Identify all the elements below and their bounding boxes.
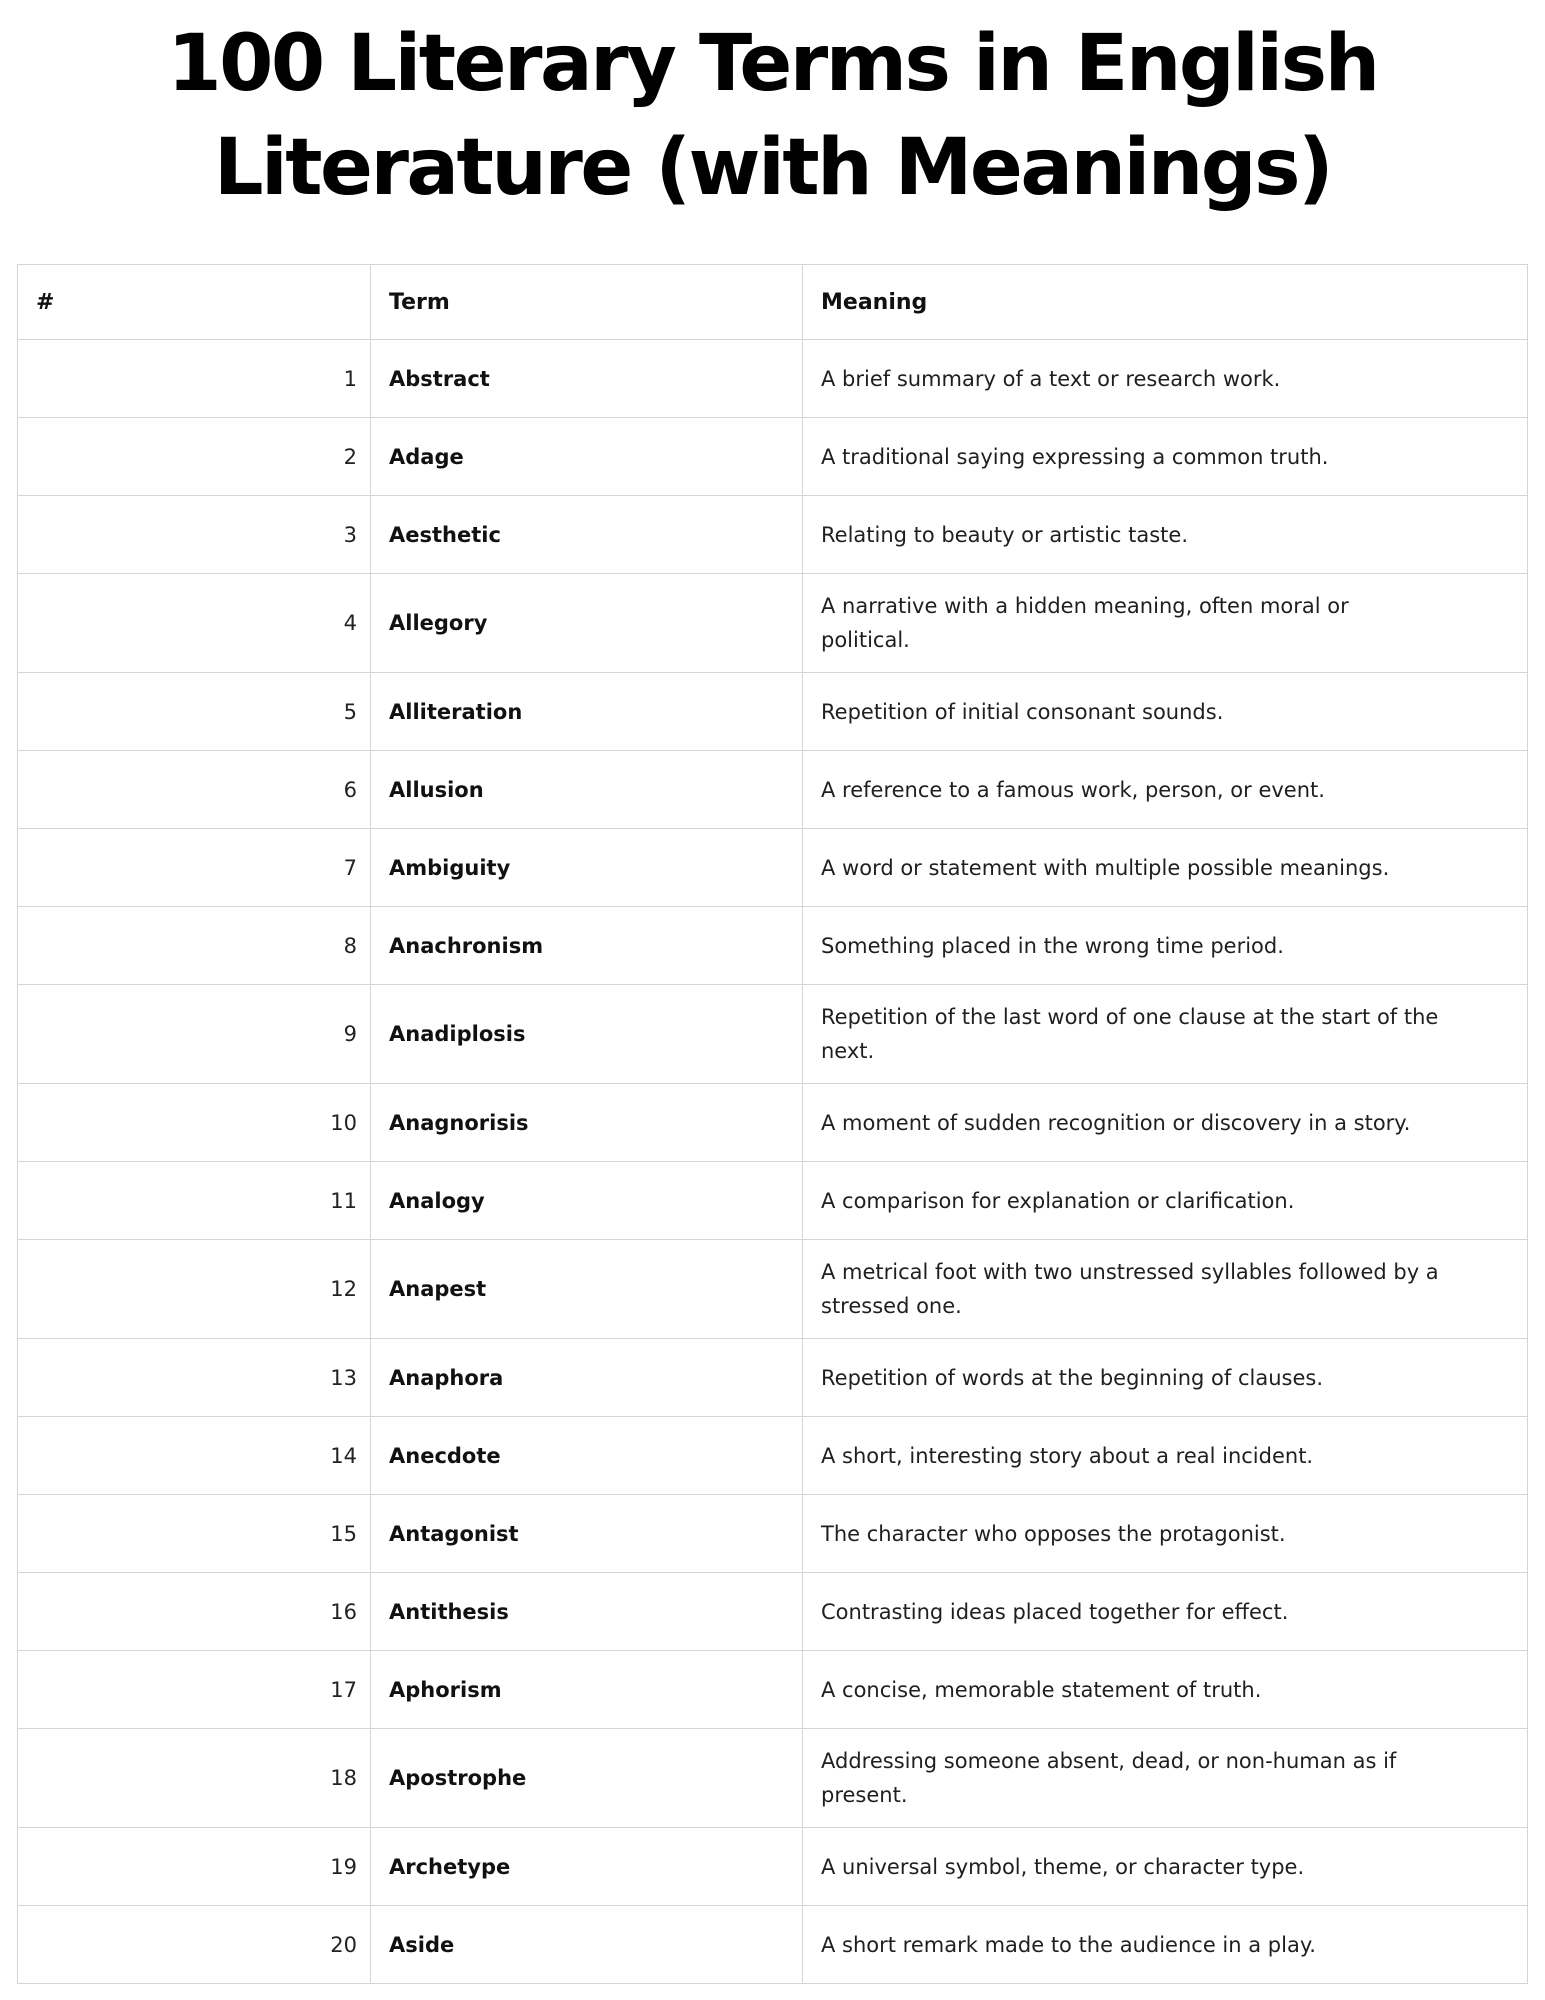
table-row (18, 1651, 1528, 1729)
table-row (18, 1729, 1528, 1828)
row-number-cell: 5 (18, 673, 371, 751)
page-title (0, 12, 1545, 220)
table-row (18, 1417, 1528, 1495)
term-cell: Anapest (371, 1240, 803, 1339)
term-cell: Apostrophe (371, 1729, 803, 1828)
meaning-text: Repetition of the last word of one clause at the start of the next. (821, 1005, 1439, 1063)
meaning-text: A word or statement with multiple possible meanings. (821, 855, 1390, 880)
row-number-cell: 8 (18, 907, 371, 985)
row-number-cell: 3 (18, 496, 371, 574)
meaning-text: A traditional saying expressing a common truth. (821, 444, 1329, 469)
meaning-cell (803, 496, 1528, 574)
meaning-text: A reference to a famous work, person, or event. (821, 777, 1325, 802)
meaning-cell (803, 985, 1528, 1084)
meaning-text: A concise, memorable statement of truth. (821, 1677, 1262, 1702)
meaning-text: A comparison for explanation or clarification. (821, 1188, 1295, 1213)
row-number-cell: 10 (18, 1084, 371, 1162)
meaning-cell (803, 1828, 1528, 1906)
meaning-text: A narrative with a hidden meaning, often moral or political. (821, 594, 1349, 652)
row-number-cell: 14 (18, 1417, 371, 1495)
table-row (18, 1573, 1528, 1651)
meaning-cell (803, 751, 1528, 829)
column-header-number: # (18, 265, 371, 340)
meaning-cell (803, 1240, 1528, 1339)
page-title-line1: 100 Literary Terms in English (167, 19, 1378, 109)
term-cell: Ambiguity (371, 829, 803, 907)
meaning-text: The character who opposes the protagonist. (821, 1521, 1286, 1546)
table-body (18, 340, 1528, 1984)
table-row (18, 1240, 1528, 1339)
row-number-cell: 2 (18, 418, 371, 496)
meaning-cell (803, 1339, 1528, 1417)
term-cell: Aphorism (371, 1651, 803, 1729)
table-row (18, 418, 1528, 496)
table-row (18, 985, 1528, 1084)
meaning-cell (803, 1417, 1528, 1495)
term-cell: Aesthetic (371, 496, 803, 574)
table-row (18, 673, 1528, 751)
table-row (18, 1339, 1528, 1417)
row-number-cell: 19 (18, 1828, 371, 1906)
table-row (18, 574, 1528, 673)
table-row (18, 1906, 1528, 1984)
meaning-cell (803, 1729, 1528, 1828)
meaning-text: A short remark made to the audience in a play. (821, 1932, 1316, 1957)
meaning-text: A metrical foot with two unstressed syllables followed by a stressed one. (821, 1260, 1439, 1318)
page-header (0, 0, 1545, 220)
row-number-cell: 4 (18, 574, 371, 673)
meaning-text: Repetition of words at the beginning of clauses. (821, 1365, 1323, 1390)
term-cell: Archetype (371, 1828, 803, 1906)
row-number-cell: 9 (18, 985, 371, 1084)
table-row (18, 1495, 1528, 1573)
row-number-cell: 12 (18, 1240, 371, 1339)
row-number-cell: 1 (18, 340, 371, 418)
meaning-cell (803, 1084, 1528, 1162)
meaning-cell (803, 1651, 1528, 1729)
meaning-cell (803, 1573, 1528, 1651)
table-row (18, 1162, 1528, 1240)
meaning-cell (803, 907, 1528, 985)
row-number-cell: 13 (18, 1339, 371, 1417)
column-header-term: Term (371, 265, 803, 340)
row-number-cell: 15 (18, 1495, 371, 1573)
meaning-cell (803, 418, 1528, 496)
table-row (18, 751, 1528, 829)
meaning-cell (803, 574, 1528, 673)
meaning-cell (803, 829, 1528, 907)
meaning-cell (803, 673, 1528, 751)
meaning-text: Something placed in the wrong time period. (821, 933, 1284, 958)
literary-terms-table (17, 264, 1528, 1984)
row-number-cell: 16 (18, 1573, 371, 1651)
row-number-cell: 18 (18, 1729, 371, 1828)
meaning-text: A short, interesting story about a real incident. (821, 1443, 1314, 1468)
term-cell: Anaphora (371, 1339, 803, 1417)
meaning-text: Relating to beauty or artistic taste. (821, 522, 1189, 547)
meaning-cell (803, 340, 1528, 418)
term-cell: Adage (371, 418, 803, 496)
meaning-cell (803, 1495, 1528, 1573)
row-number-cell: 11 (18, 1162, 371, 1240)
term-cell: Antagonist (371, 1495, 803, 1573)
page-title-line2: Literature (with Meanings) (213, 123, 1332, 213)
term-cell: Anadiplosis (371, 985, 803, 1084)
table-row (18, 829, 1528, 907)
column-header-meaning: Meaning (803, 265, 1528, 340)
table-head (18, 265, 1528, 340)
term-cell: Allegory (371, 574, 803, 673)
meaning-text: A moment of sudden recognition or discovery in a story. (821, 1110, 1411, 1135)
table-header-row (18, 265, 1528, 340)
term-cell: Analogy (371, 1162, 803, 1240)
table-row (18, 1084, 1528, 1162)
row-number-cell: 6 (18, 751, 371, 829)
table-row (18, 907, 1528, 985)
meaning-text: A brief summary of a text or research work. (821, 366, 1281, 391)
table-row (18, 1828, 1528, 1906)
meaning-cell (803, 1906, 1528, 1984)
term-cell: Alliteration (371, 673, 803, 751)
meaning-cell (803, 1162, 1528, 1240)
term-cell: Aside (371, 1906, 803, 1984)
term-cell: Abstract (371, 340, 803, 418)
table-row (18, 340, 1528, 418)
row-number-cell: 20 (18, 1906, 371, 1984)
row-number-cell: 17 (18, 1651, 371, 1729)
term-cell: Anagnorisis (371, 1084, 803, 1162)
meaning-text: A universal symbol, theme, or character type. (821, 1854, 1305, 1879)
row-number-cell: 7 (18, 829, 371, 907)
meaning-text: Repetition of initial consonant sounds. (821, 699, 1224, 724)
table-row (18, 496, 1528, 574)
term-cell: Allusion (371, 751, 803, 829)
term-cell: Anachronism (371, 907, 803, 985)
term-cell: Antithesis (371, 1573, 803, 1651)
meaning-text: Addressing someone absent, dead, or non-human as if present. (821, 1749, 1397, 1807)
meaning-text: Contrasting ideas placed together for effect. (821, 1599, 1289, 1624)
term-cell: Anecdote (371, 1417, 803, 1495)
